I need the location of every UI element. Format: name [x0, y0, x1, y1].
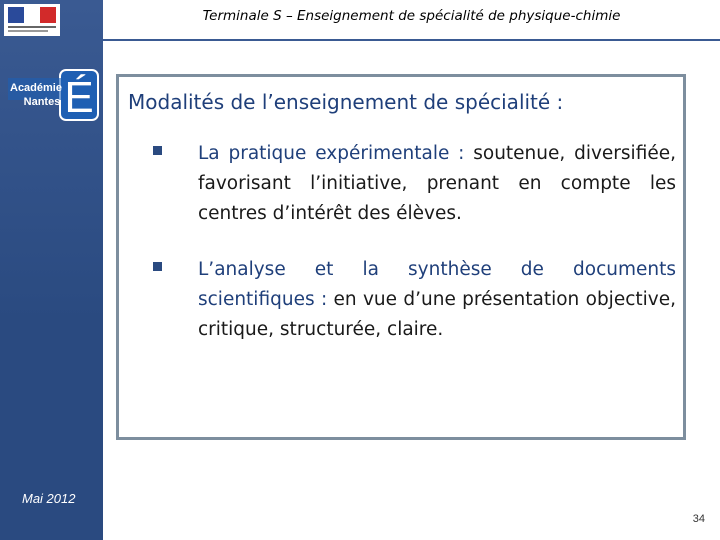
republique-francaise-logo [4, 4, 60, 36]
bullet-text [198, 255, 676, 345]
bullet-lead: L’analyse et la synthèse de documents scientifiques : [198, 259, 676, 310]
svg-text:É: É [64, 73, 94, 122]
bullet-body: en vue d’une présentation objective, critique, structurée, claire. [198, 289, 676, 340]
sidebar [0, 0, 103, 540]
square-bullet-icon [153, 146, 162, 155]
bullet-lead: La pratique expérimentale : [198, 143, 465, 164]
content-box [116, 74, 686, 440]
academie-nantes-logo [4, 58, 102, 124]
bullet-body: soutenue, diversifiée, favorisant l’initiative, prenant en compte les centres d’intérêt des élèves. [198, 143, 676, 224]
page-number: 34 [692, 513, 705, 525]
slide-heading: Modalités de l’enseignement de spécialité : [128, 90, 564, 114]
svg-text:Nantes: Nantes [23, 96, 61, 108]
bullet-text [198, 139, 676, 229]
square-bullet-icon [153, 262, 162, 271]
svg-text:Académie: Académie [10, 82, 62, 94]
header-title: Terminale S – Enseignement de spécialité de physique-chimie [202, 8, 621, 24]
date-label: Mai 2012 [22, 491, 76, 506]
header-divider [103, 39, 720, 41]
